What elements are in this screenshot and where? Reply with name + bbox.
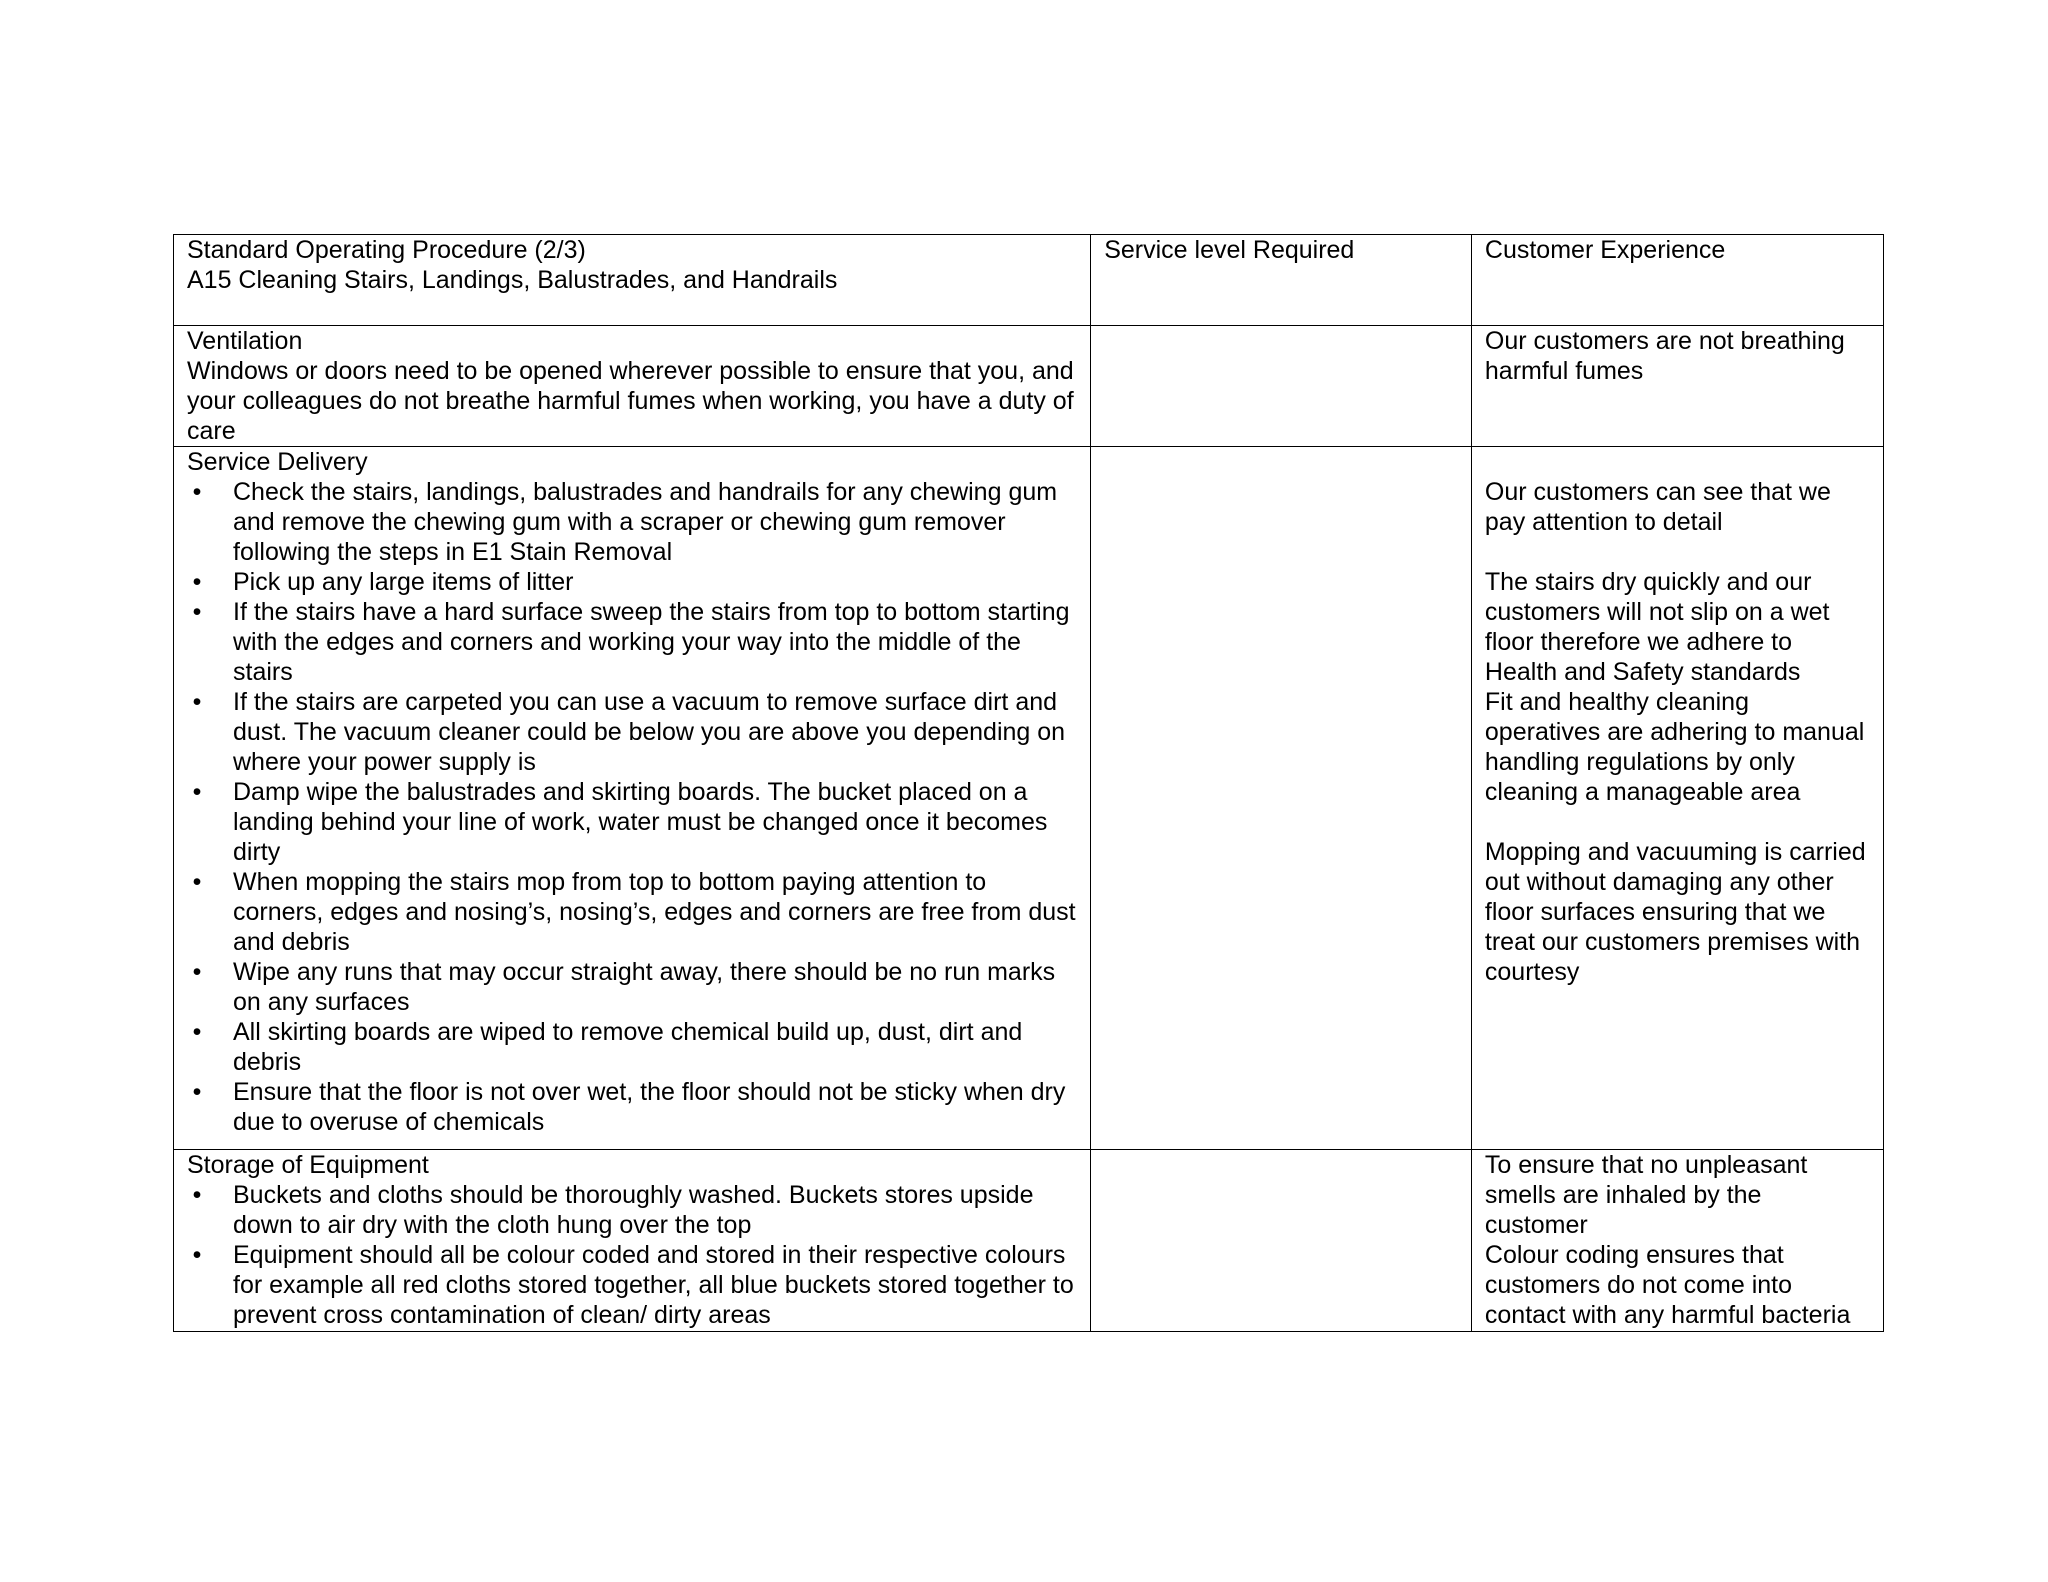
customer-paragraph: To ensure that no unpleasant smells are inhaled by the customer (1484, 1151, 1808, 1239)
bullet-icon: • (192, 958, 202, 986)
sop-table (173, 234, 1884, 1332)
header-row (174, 235, 1884, 326)
service-delivery-list (187, 477, 1078, 1137)
storage-service-level-cell (1091, 1150, 1472, 1332)
bullet-icon: • (192, 568, 202, 596)
customer-experience-header-cell (1471, 235, 1883, 326)
ventilation-body: Windows or doors need to be opened wherever possible to ensure that you, and your colleagues do not breathe harmful fumes when working, you have a duty of care (187, 357, 1088, 445)
ventilation-title: Ventilation (187, 327, 303, 355)
list-item-text: If the stairs are carpeted you can use a vacuum to remove surface dirt and dust. The vacuum cleaner could be below you are above you depending on where your power supply is (233, 688, 1066, 776)
service-delivery-title: Service Delivery (187, 448, 368, 476)
ventilation-procedure-cell (174, 326, 1091, 447)
bullet-icon: • (192, 778, 202, 806)
storage-customer-cell (1471, 1150, 1883, 1332)
list-item-text: Pick up any large items of litter (233, 568, 574, 596)
list-item (187, 477, 1078, 567)
customer-paragraph: Fit and healthy cleaning operatives are adhering to manual handling regulations by only cleaning a manageable area (1484, 688, 1865, 806)
list-item (187, 867, 1078, 957)
list-item (187, 1017, 1078, 1077)
list-item-text: Wipe any runs that may occur straight away, there should be no run marks on any surfaces (233, 958, 1056, 1016)
procedure-subtitle: A15 Cleaning Stairs, Landings, Balustrades, and Handrails (187, 266, 838, 294)
list-item-text: Check the stairs, landings, balustrades and handrails for any chewing gum and remove the chewing gum with a scraper or chewing gum remover following the steps in E1 Stain Removal (233, 478, 1058, 566)
bullet-icon: • (192, 1181, 202, 1209)
list-item (187, 777, 1078, 867)
list-item (187, 1240, 1078, 1330)
ventilation-customer-text: Our customers are not breathing harmful fumes (1484, 327, 1852, 385)
bullet-icon: • (192, 478, 202, 506)
procedure-title: Standard Operating Procedure (2/3) (187, 236, 586, 264)
list-item (187, 957, 1078, 1017)
service-delivery-customer-cell (1471, 447, 1883, 1150)
storage-row (174, 1150, 1884, 1332)
bullet-icon: • (192, 1018, 202, 1046)
customer-paragraph: Colour coding ensures that customers do not come into contact with any harmful bacteria (1484, 1241, 1851, 1329)
bullet-icon: • (192, 598, 202, 626)
procedure-header-cell (174, 235, 1091, 326)
list-item-text: Ensure that the floor is not over wet, the floor should not be sticky when dry due to overuse of chemicals (233, 1078, 1066, 1136)
service-delivery-procedure-cell (174, 447, 1091, 1150)
service-delivery-service-level-cell (1091, 447, 1472, 1150)
list-item (187, 687, 1078, 777)
list-item-text: Equipment should all be colour coded and stored in their respective colours for example all red cloths stored together, all blue buckets stored together to prevent cross contamination of clean/ dirty areas (233, 1241, 1074, 1329)
list-item-text: All skirting boards are wiped to remove chemical build up, dust, dirt and debris (233, 1018, 1023, 1076)
customer-experience-heading: Customer Experience (1484, 236, 1726, 264)
ventilation-row (174, 326, 1884, 447)
list-item (187, 1180, 1078, 1240)
list-item-text: Damp wipe the balustrades and skirting boards. The bucket placed on a landing behind your line of work, water must be changed once it becomes dirty (233, 778, 1048, 866)
customer-paragraph: Our customers can see that we pay attention to detail (1484, 478, 1831, 536)
list-item-text: If the stairs have a hard surface sweep the stairs from top to bottom starting with the edges and corners and working your way into the middle of the stairs (233, 598, 1070, 686)
ventilation-service-level-cell (1091, 326, 1472, 447)
list-item-text: Buckets and cloths should be thoroughly washed. Buckets stores upside down to air dry with the cloth hung over the top (233, 1181, 1034, 1239)
bullet-icon: • (192, 868, 202, 896)
bullet-icon: • (192, 1078, 202, 1106)
storage-title: Storage of Equipment (187, 1151, 429, 1179)
customer-paragraph: Mopping and vacuuming is carried out without damaging any other floor surfaces ensuring that we treat our customers premises with courtesy (1484, 838, 1866, 986)
list-item (187, 1077, 1078, 1137)
service-delivery-row (174, 447, 1884, 1150)
storage-list (187, 1180, 1078, 1330)
list-item (187, 567, 1078, 597)
spacer (1485, 447, 1871, 477)
service-level-header-cell (1091, 235, 1472, 326)
list-item (187, 597, 1078, 687)
customer-paragraph: The stairs dry quickly and our customers will not slip on a wet floor therefore we adhere to Health and Safety standards (1484, 568, 1830, 686)
service-level-heading: Service level Required (1104, 236, 1355, 264)
list-item-text: When mopping the stairs mop from top to bottom paying attention to corners, edges and nosing’s, nosing’s, edges and corners are free from dust and debris (233, 868, 1076, 956)
storage-procedure-cell (174, 1150, 1091, 1332)
ventilation-customer-cell (1471, 326, 1883, 447)
bullet-icon: • (192, 1241, 202, 1269)
bullet-icon: • (192, 688, 202, 716)
